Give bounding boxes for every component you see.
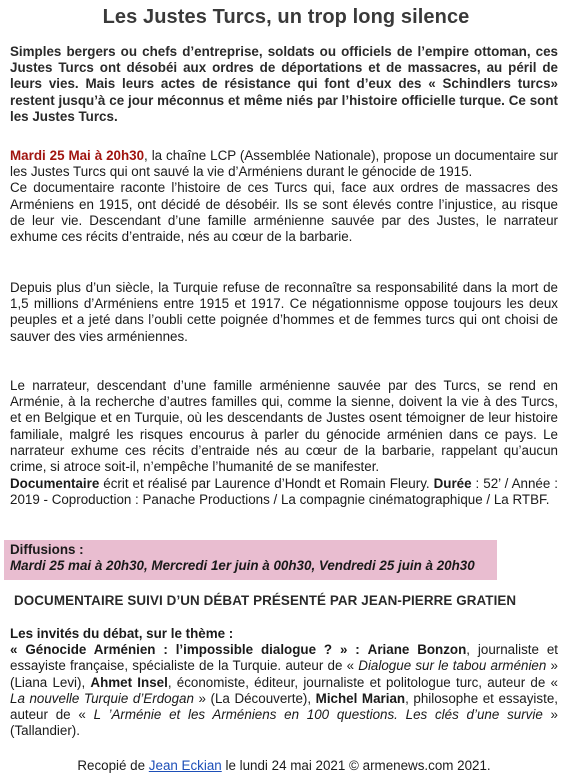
- footer-suffix: le lundi 24 mai 2021 © armenews.com 2021.: [221, 758, 491, 773]
- paragraph-narrator: Le narrateur, descendant d’une famille arménienne sauvée par des Turcs, se rend en Arménie, à la recherche d’autres familles qui, comme la sienne, doivent la vie à des Turcs, et en Belgique et en Turquie, où les descendants de Justes osent témoigner de leur histoire familiale, malgré les risques encourus à parler du génocide arménien dans ce pays. Le narrateur exhume ces récits d’entraide nés au cœur de la barbarie, rappelant qu’aucun crime, si atroce soit-il, n’empêche l’humanité de se manifester.: [10, 378, 558, 475]
- diffusions-box: [4, 540, 497, 580]
- guest-book: Dialogue sur le tabou arménien: [358, 658, 547, 674]
- debate-theme: « Génocide Arménien : l’impossible dialogue ? » :: [10, 642, 360, 658]
- lead-paragraph: Simples bergers ou chefs d’entreprise, soldats ou officiels de l’empire ottoman, ces Justes Turcs ont désobéi aux ordres de déportations et de massacres, au péril de leurs vies. Mais leurs actes de résistance qui font d’eux des « Schindlers turcs» restent jusqu’à ce jour méconnus et même niés par l’histoire officielle turque. Ce sont les Justes Turcs.: [10, 44, 558, 124]
- debate-title: DOCUMENTAIRE SUIVI D’UN DÉBAT PRÉSENTÉ PAR JEAN-PIERRE GRATIEN: [14, 593, 517, 608]
- article-title: Les Justes Turcs, un trop long silence: [102, 6, 470, 28]
- credits-text-2: : 52’ / Année : 2019 - Coproduction : Panache Productions / La compagnie cinématographique / La RTBF.: [10, 476, 558, 508]
- credits-text: écrit et réalisé par Laurence d’Hondt et Romain Fleury.: [99, 476, 434, 491]
- diffusions-label: Diffusions :: [10, 542, 84, 557]
- guest-book: L ’Arménie et les Arméniens en 100 questions. Les clés d’une survie: [93, 707, 543, 723]
- guest-text: , philosophe et essayiste, auteur de «: [10, 690, 558, 723]
- footer-prefix: Recopié de: [77, 758, 149, 773]
- duration-label: Durée: [433, 476, 472, 491]
- author-link[interactable]: Jean Eckian: [148, 758, 222, 773]
- guest-name: Ariane Bonzon: [367, 642, 467, 658]
- guest-text: , journaliste et essayiste française, spécialiste de la Turquie. auteur de «: [10, 642, 558, 674]
- guest-publisher: » (Tallandier).: [10, 707, 558, 739]
- diffusions-dates: Mardi 25 mai à 20h30, Mercredi 1er juin à 00h30, Vendredi 25 juin à 20h30: [10, 558, 475, 574]
- paragraph-credits: [10, 476, 558, 508]
- broadcast-date: Mardi 25 Mai à 20h30: [10, 148, 145, 163]
- guests-heading: Les invités du débat, sur le thème :: [10, 626, 234, 641]
- credits-label: Documentaire: [10, 476, 100, 491]
- paragraph-broadcast: [10, 148, 558, 245]
- guests-paragraph: [10, 626, 558, 739]
- paragraph-text: , la chaîne LCP (Assemblée Nationale), propose un documentaire sur les Justes Turcs qui ont sauvé la vie d’Arméniens durant le génocide de 1915.: [10, 148, 558, 180]
- paragraph-history: Depuis plus d’un siècle, la Turquie refuse de reconnaître sa responsabilité dans la mort de 1,5 millions d’Arméniens entre 1915 et 1917. Ce négationnisme oppose toujours les deux peuples et a jeté dans l’oubli cette poignée d’hommes et de femmes turcs qui ont choisi de sauver des vies arméniennes.: [10, 280, 558, 344]
- guest-publisher: » (La Découverte),: [193, 690, 316, 706]
- paragraph-text: Ce documentaire raconte l’histoire de ces Turcs qui, face aux ordres de massacres des Arméniens en 1915, ont décidé de désobéir. Ils se sont élevés contre l’injustice, au risque de leur vie. Descendant d’une famille arménienne sauvée par des Justes, le narrateur exhume ces récits d’entraide, nés au cœur de la barbarie.: [10, 180, 558, 245]
- guest-name: Ahmet Insel: [90, 674, 168, 690]
- guest-name: Michel Marian: [315, 690, 406, 706]
- guest-publisher: » (Liana Levi),: [10, 658, 558, 690]
- footer: [10, 758, 558, 773]
- guest-text: , économiste, éditeur, journaliste et politologue turc, auteur de «: [167, 674, 558, 690]
- guest-book: La nouvelle Turquie d’Erdogan: [10, 690, 194, 706]
